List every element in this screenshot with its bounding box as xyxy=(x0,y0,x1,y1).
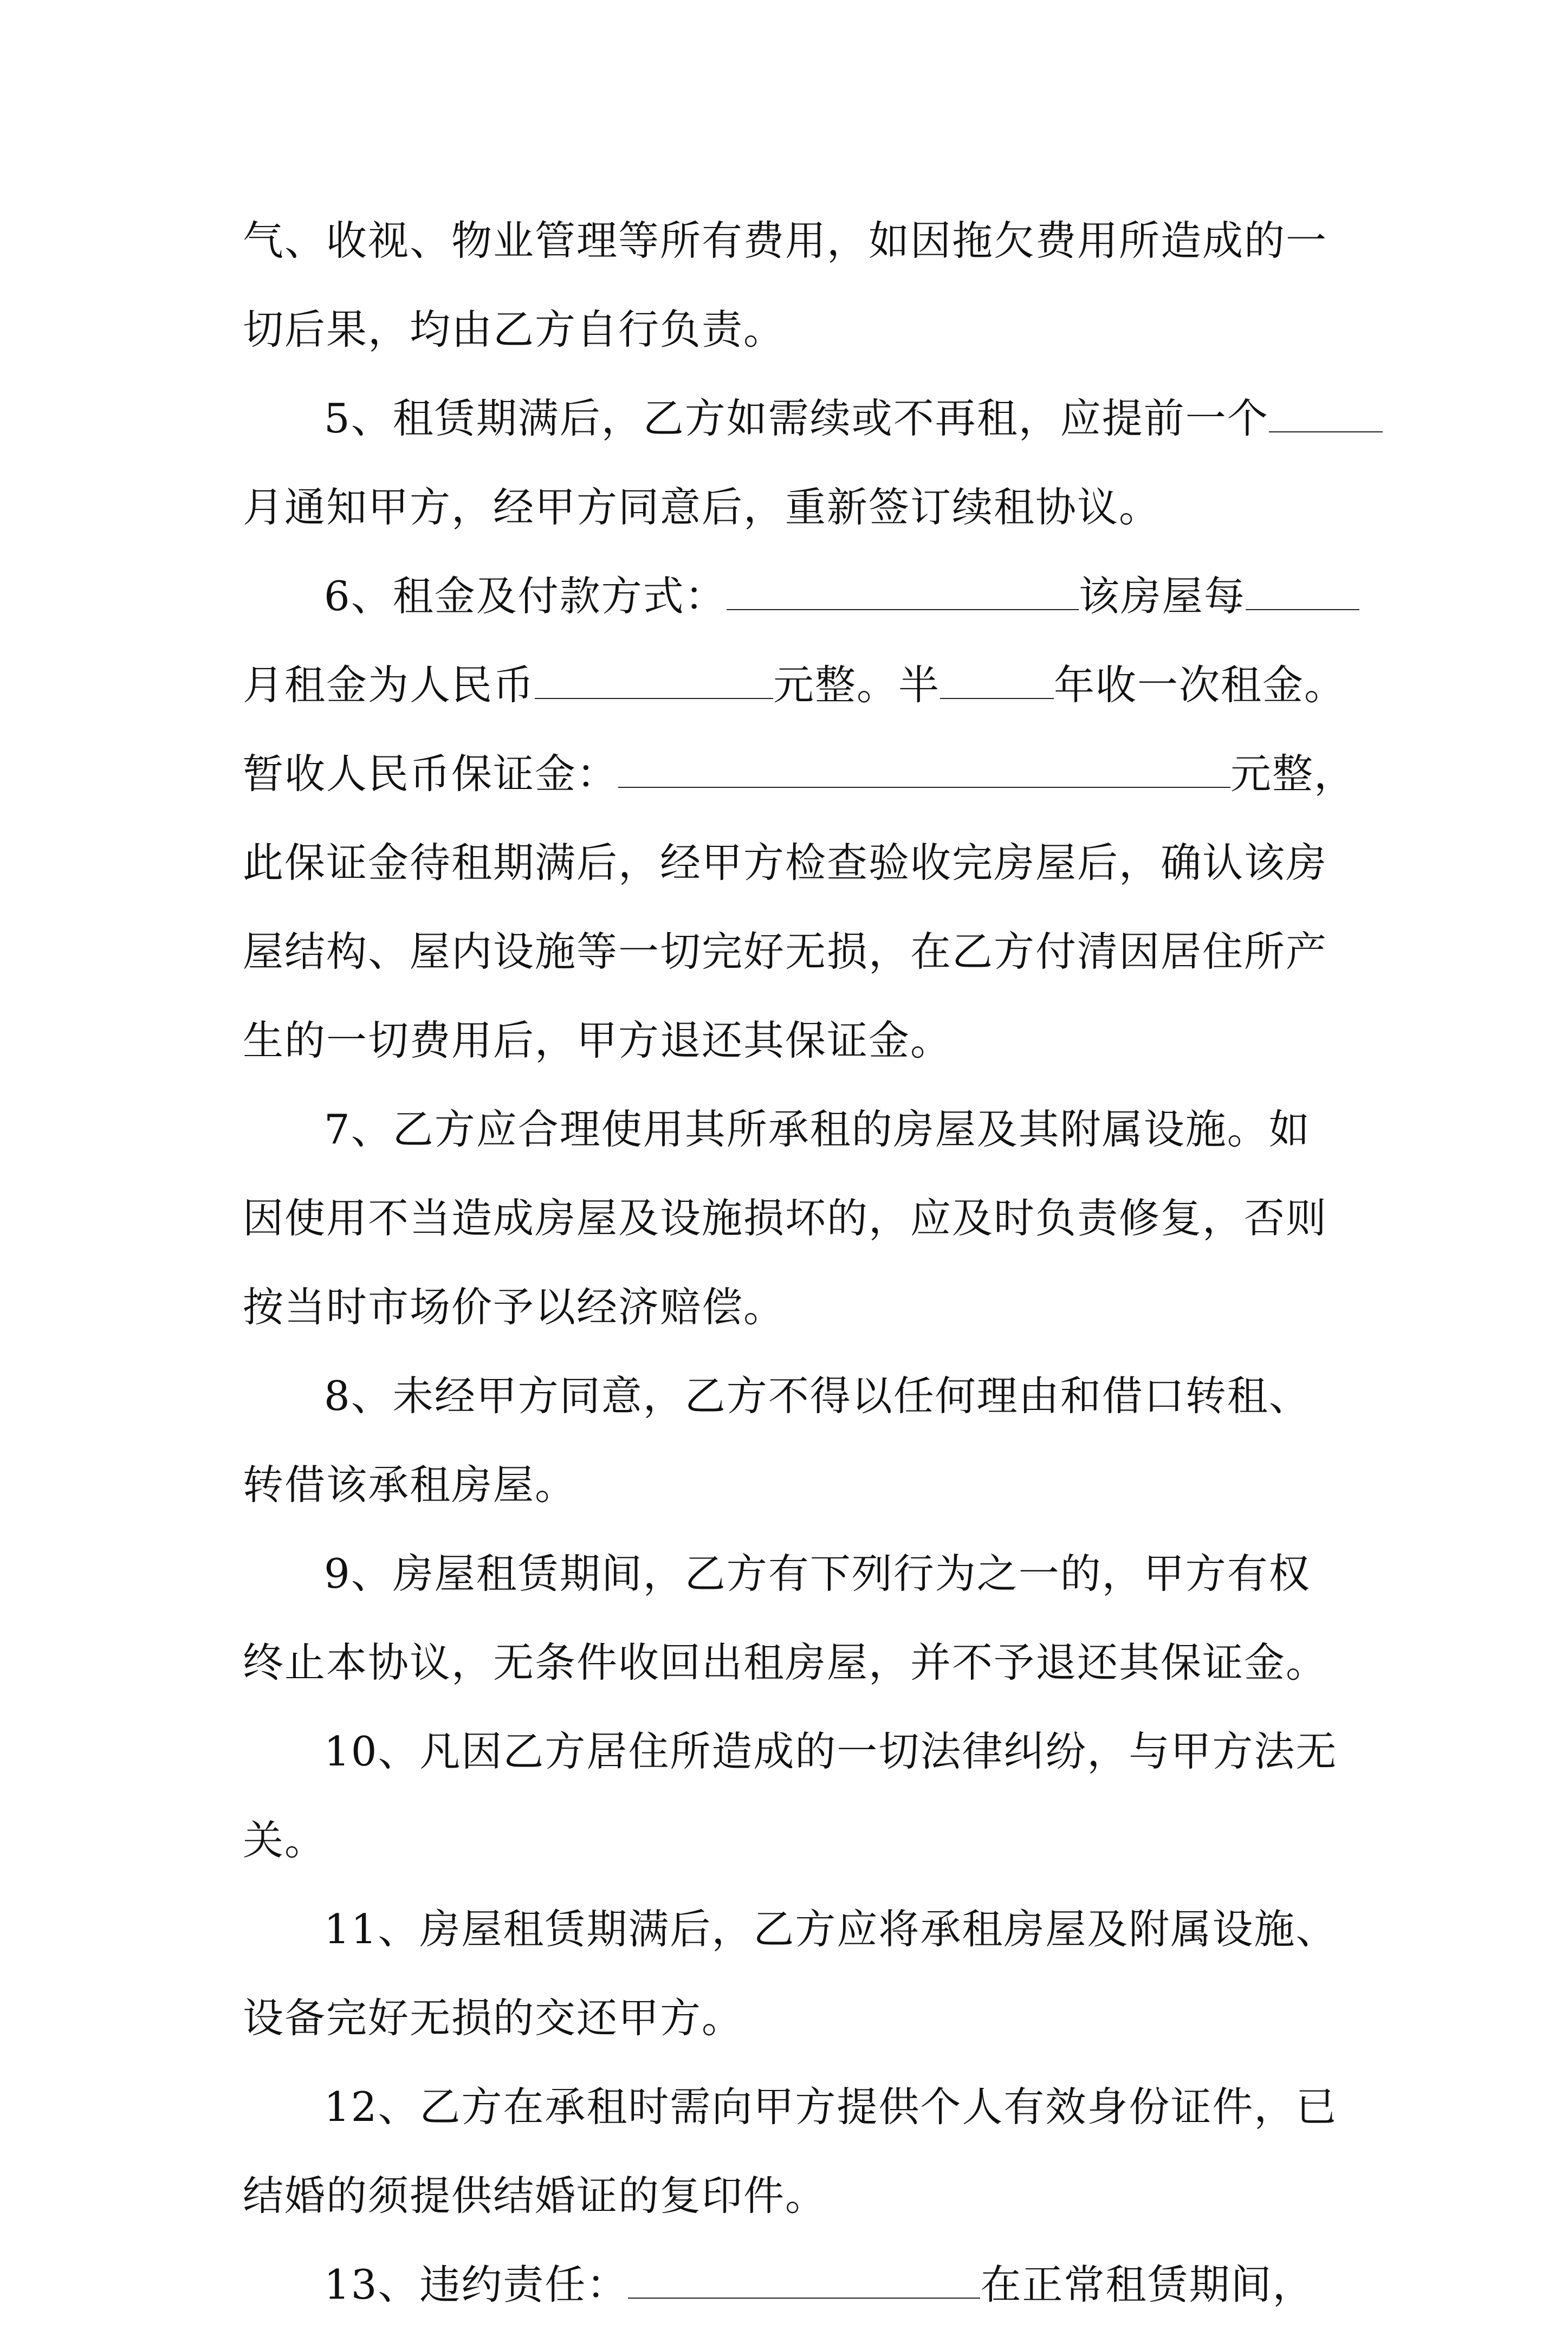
text-line: 10、凡因乙方居住所造成的一切法律纠纷，与甲方法无 xyxy=(324,1728,1338,1775)
text-line: 转借该承租房屋。 xyxy=(243,1461,577,1509)
paragraph-7 xyxy=(243,1085,1332,1351)
text-segment: 月租金为人民币 xyxy=(243,661,535,709)
text-line: 设备完好无损的交还甲方。 xyxy=(243,1994,744,2042)
paragraph-8 xyxy=(243,1351,1332,1529)
text-segment: 13、违约责任： xyxy=(324,2261,629,2308)
paragraph-12 xyxy=(243,2062,1338,2240)
text-line: 12、乙方在承租时需向甲方提供个人有效身份证件，已 xyxy=(324,2083,1338,2131)
text-segment: 该房屋每 xyxy=(1078,572,1246,620)
paragraph-9 xyxy=(243,1529,1332,1707)
paragraph-5 xyxy=(243,374,1332,552)
text-segment: 元整， xyxy=(1230,750,1356,798)
paragraph-13 xyxy=(243,2240,1332,2329)
text-line xyxy=(243,729,1356,818)
text-line: 11、房屋租赁期满后，乙方应将承租房屋及附属设施、 xyxy=(324,1905,1338,1953)
fill-in-blank[interactable] xyxy=(1269,393,1383,432)
text-line: 气、收视、物业管理等所有费用，如因拖欠费用所造成的一 xyxy=(243,217,1328,264)
text-line xyxy=(243,2240,1332,2329)
document-body xyxy=(243,196,1356,2329)
paragraph-10 xyxy=(243,1707,1338,1885)
text-segment: 在正常租赁期间， xyxy=(980,2261,1314,2308)
text-line xyxy=(243,641,1346,729)
fill-in-blank[interactable] xyxy=(727,571,1079,610)
text-line: 按当时市场价予以经济赔偿。 xyxy=(243,1283,786,1331)
text-line xyxy=(243,374,1332,463)
text-segment: 5、租赁期满后，乙方如需续或不再租，应提前一个 xyxy=(324,394,1269,442)
text-line: 结婚的须提供结婚证的复印件。 xyxy=(243,2172,827,2220)
paragraph-6 xyxy=(243,552,1356,1085)
fill-in-blank[interactable] xyxy=(535,660,773,699)
text-line: 月通知甲方，经甲方同意后，重新签订续租协议。 xyxy=(243,483,1161,531)
fill-in-blank[interactable] xyxy=(618,749,1230,788)
paragraph-4-continued xyxy=(243,196,1332,374)
text-line: 屋结构、屋内设施等一切完好无损，在乙方付清因居住所产 xyxy=(243,928,1328,975)
fill-in-blank[interactable] xyxy=(1246,571,1359,610)
text-segment: 元整。半 xyxy=(773,661,941,709)
text-segment: 6、租金及付款方式： xyxy=(324,572,727,620)
text-line: 因使用不当造成房屋及设施损坏的，应及时负责修复，否则 xyxy=(243,1194,1328,1242)
text-line: 7、乙方应合理使用其所承租的房屋及其附属设施。如 xyxy=(324,1105,1311,1153)
text-segment: 年收一次租金。 xyxy=(1054,661,1346,709)
text-line: 9、房屋租赁期间，乙方有下列行为之一的，甲方有权 xyxy=(324,1550,1311,1597)
text-line: 终止本协议，无条件收回出租房屋，并不予退还其保证金。 xyxy=(243,1639,1328,1686)
text-line: 关。 xyxy=(243,1816,327,1864)
text-line: 8、未经甲方同意，乙方不得以任何理由和借口转租、 xyxy=(324,1372,1311,1420)
fill-in-blank[interactable] xyxy=(628,2260,980,2299)
text-segment: 暂收人民币保证金： xyxy=(243,750,619,798)
text-line xyxy=(243,552,1332,641)
text-line: 生的一切费用后，甲方退还其保证金。 xyxy=(243,1017,953,1064)
fill-in-blank[interactable] xyxy=(940,660,1054,699)
text-line: 此保证金待租期满后，经甲方检查验收完房屋后，确认该房 xyxy=(243,839,1328,887)
paragraph-11 xyxy=(243,1885,1338,2062)
text-line: 切后果，均由乙方自行负责。 xyxy=(243,306,786,353)
